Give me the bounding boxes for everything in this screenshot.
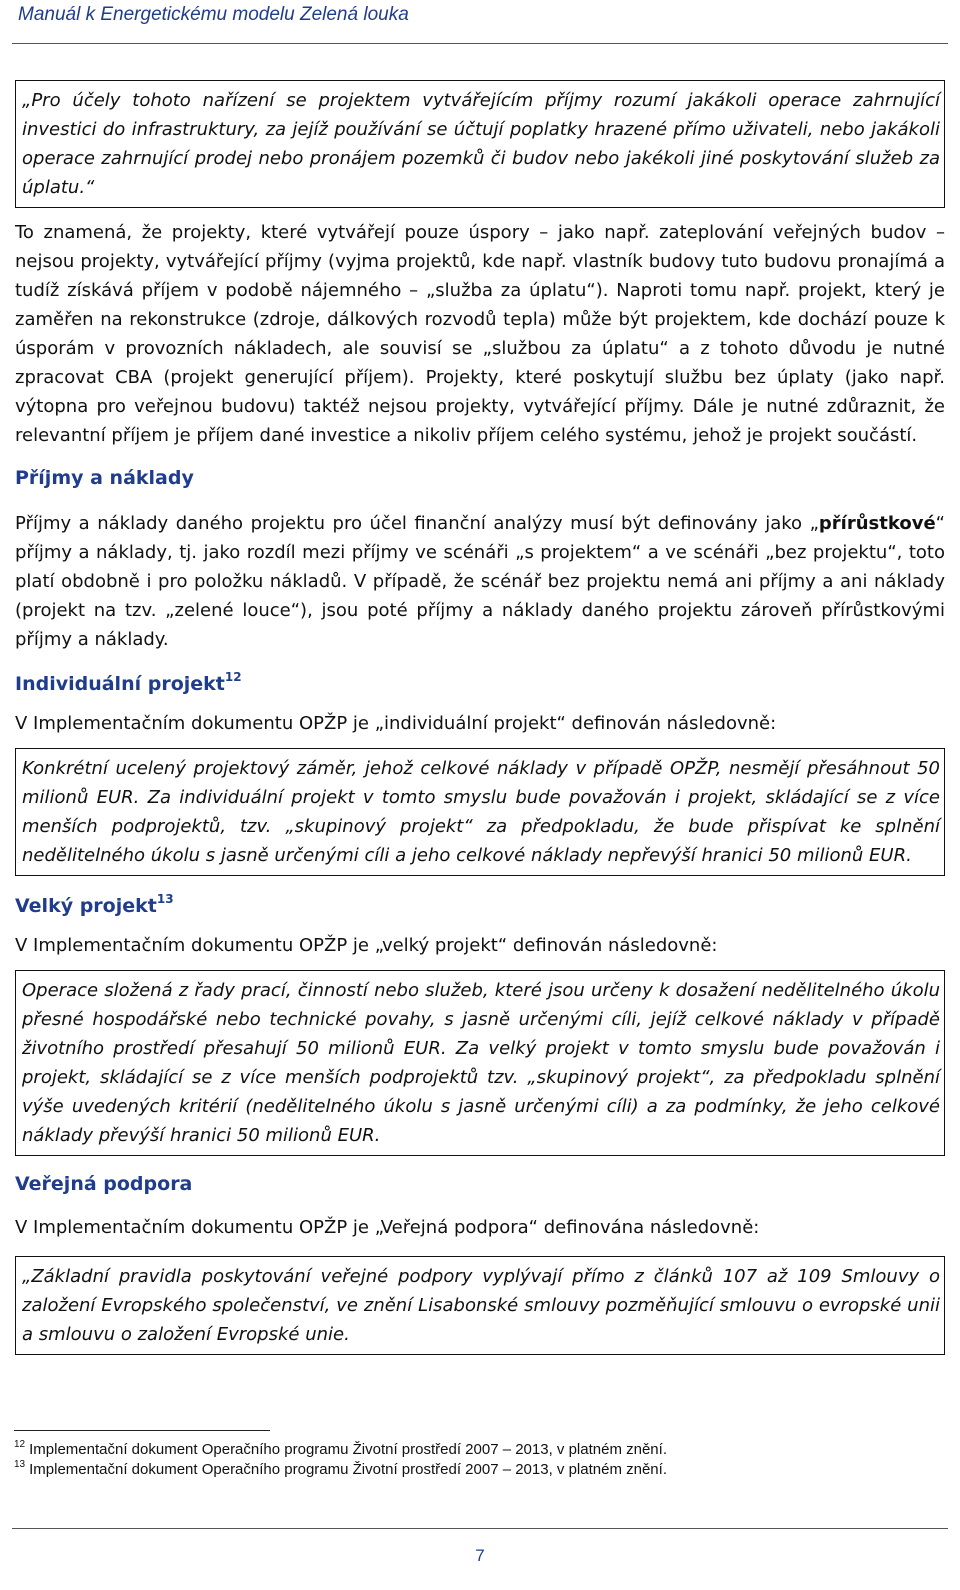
individual-project-definition-box (15, 748, 945, 876)
state-aid-definition: „Základní pravidla poskytování veřejné podpory vyplývají přímo z článků 107 až 109 Smlouvy o založení Evropského společenství, ve znění Lisabonské smlouvy pozměňující smlouvu o evropské unii a smlouvu o založení Evropské unie. (22, 1266, 940, 1345)
state-aid-definition-box (15, 1256, 945, 1355)
income-text-bold: přírůstkové (818, 513, 936, 534)
state-aid-intro: V Implementačním dokumentu OPŽP je „Veřejná podpora“ definována následovně: (15, 1217, 760, 1238)
body-paragraph-income-costs (15, 509, 945, 654)
heading-state-aid: Veřejná podpora (15, 1173, 193, 1195)
footnote-number: 12 (14, 1439, 26, 1450)
heading-individual-project (15, 670, 945, 699)
major-project-intro: V Implementačním dokumentu OPŽP je „velký projekt“ definován následovně: (15, 935, 718, 956)
income-text-before: Příjmy a náklady daného projektu pro účel finanční analýzy musí být definovány jako „ (15, 513, 819, 534)
major-project-definition: Operace složená z řady prací, činností nebo služeb, které jsou určeny k dosažení nedělitelného úkolu přesné hospodářské nebo technické povahy, s jasně určenými cíli, jejíž celkové náklady v případě životního prostředí přesahují 50 milionů EUR. Za velký projekt v tomto smyslu bude považován i projekt, skládající se z více menších podprojektů tzv. „skupinový projekt“, za předpokladu splnění výše uvedených kritérií (nedělitelného úkolu s jasně určenými cíli) a za podmínky, že jeho celkové náklady převýší hranici 50 milionů EUR. (22, 980, 940, 1146)
regulation-quote-box (15, 80, 945, 208)
footnote-divider (14, 1430, 270, 1431)
footnotes (14, 1440, 944, 1480)
heading-major-label: Velký projekt (15, 895, 157, 917)
running-header: Manuál k Energetickému modelu Zelená louka (18, 4, 409, 25)
body-paragraph-savings: To znamená, že projekty, které vytvářejí pouze úspory – jako např. zateplování veřejných budov – nejsou projekty, vytvářející příjmy (vyjma projektů, kde např. vlastník budovy tuto budovu pronajímá a tudíž získává příjem v podobě nájemného – „služba za úplatu“). Naproti tomu např. projekt, který je zaměřen na rekonstrukce (zdroje, dálkových rozvodů tepla) může být projektem, kde dochází pouze k úsporám v provozních nákladech, ale souvisí se „službou za úplatu“ a z tohoto důvodu je nutné zpracovat CBA (projekt generující příjem). Projekty, které poskytují službu bez úplaty (jako např. výtopna pro veřejnou budovu) taktéž nejsou projekty, vytvářející příjmy. Dále je nutné zdůraznit, že relevantní příjem je příjem dané investice a nikoliv příjem celého systému, jehož je projekt součástí. (15, 222, 945, 446)
individual-project-intro: V Implementačním dokumentu OPŽP je „individuální projekt“ definován následovně: (15, 713, 777, 734)
footnote-12 (14, 1440, 944, 1460)
heading-major-project (15, 892, 945, 921)
income-text-after: “ příjmy a náklady, tj. jako rozdíl mezi příjmy ve scénáři „s projektem“ a ve scénáři „bez projektu“, toto platí obdobně i pro položku nákladů. V případě, že scénář bez projektu nemá ani příjmy a ani náklady (projekt na tzv. „zelené louce“), jsou poté příjmy a náklady daného projektu zároveň přírůstkovými příjmy a náklady. (15, 513, 945, 650)
footnote-ref-12[interactable]: 12 (224, 670, 242, 684)
header-divider (12, 43, 948, 44)
regulation-quote-text: „Pro účely tohoto nařízení se projektem vytvářejícím příjmy rozumí jakákoli operace zahrnující investici do infrastruktury, za jejíž používání se účtují poplatky hrazené přímo uživateli, nebo jakákoli operace zahrnující prodej nebo pronájem pozemků či budov nebo jakékoli jiné poskytování služeb za úplatu.“ (22, 90, 940, 198)
individual-project-definition: Konkrétní ucelený projektový záměr, jehož celkové náklady v případě OPŽP, nesmějí přesáhnout 50 milionů EUR. Za individuální projekt v tomto smyslu bude považován i projekt, skládající se z více menších podprojektů, tzv. „skupinový projekt“ za předpokladu, že bude přispívat ke splnění nedělitelného úkolu s jasně určenými cíli a jeho celkové náklady nepřevýší hranici 50 milionů EUR. (22, 758, 940, 866)
footer-divider (12, 1528, 948, 1529)
footnote-text: Implementační dokument Operačního programu Životní prostředí 2007 – 2013, v platném znění. (29, 1441, 667, 1458)
heading-income-costs: Příjmy a náklady (15, 467, 194, 489)
page-number: 7 (475, 1546, 485, 1565)
footnote-number: 13 (14, 1459, 26, 1470)
heading-individual-label: Individuální projekt (15, 673, 225, 695)
page-body (15, 70, 945, 1355)
footnote-text: Implementační dokument Operačního programu Životní prostředí 2007 – 2013, v platném znění. (29, 1461, 667, 1478)
major-project-definition-box (15, 970, 945, 1156)
footnote-ref-13[interactable]: 13 (156, 892, 174, 906)
footnote-13 (14, 1460, 944, 1480)
